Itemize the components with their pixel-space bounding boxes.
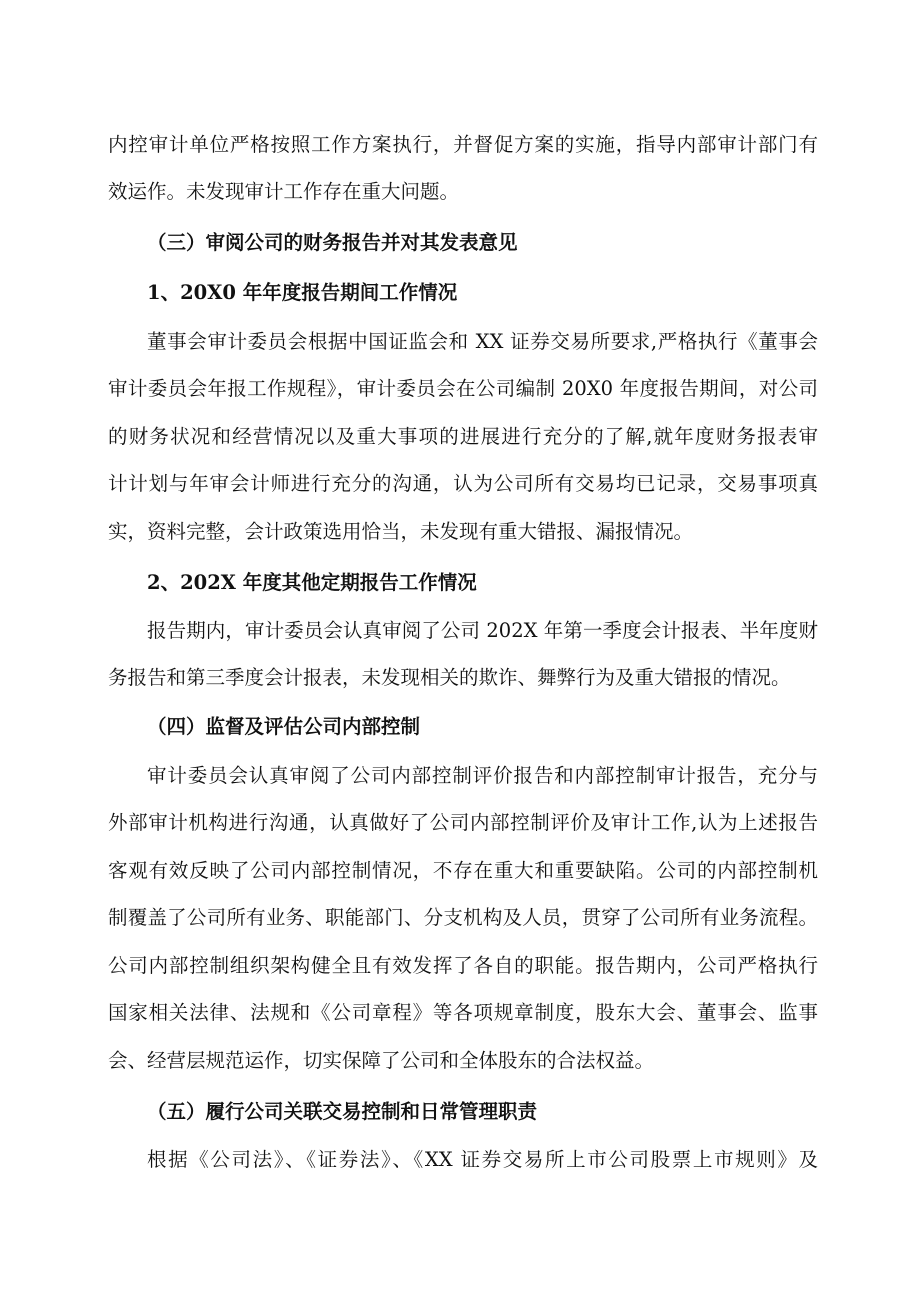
subsection-heading: 1、20X0 年年度报告期间工作情况 — [147, 281, 458, 304]
paragraph-line: 外部审计机构进行沟通，认真做好了公司内部控制评价及审计工作,认为上述报告 — [108, 811, 818, 834]
paragraph-line: 报告期内，审计委员会认真审阅了公司 202X 年第一季度会计报表、半年度财 — [147, 619, 818, 642]
paragraph-line: 董事会审计委员会根据中国证监会和 XX 证券交易所要求,严格执行《董事会 — [147, 330, 818, 353]
paragraph-line: 客观有效反映了公司内部控制情况，不存在重大和重要缺陷。公司的内部控制机 — [108, 859, 818, 882]
paragraph-line: 审计委员会认真审阅了公司内部控制评价报告和内部控制审计报告，充分与 — [147, 764, 818, 787]
paragraph-line: 审计委员会年报工作规程》，审计委员会在公司编制 20X0 年度报告期间，对公司 — [108, 377, 818, 400]
paragraph-line: 公司内部控制组织架构健全且有效发挥了各自的职能。报告期内，公司严格执行 — [108, 954, 818, 977]
paragraph-line: 实，资料完整，会计政策选用恰当，未发现有重大错报、漏报情况。 — [108, 520, 694, 543]
section-heading: （三）审阅公司的财务报告并对其发表意见 — [147, 231, 518, 254]
paragraph-line: 制覆盖了公司所有业务、职能部门、分支机构及人员，贯穿了公司所有业务流程。 — [108, 906, 818, 929]
paragraph-line: 效运作。未发现审计工作存在重大问题。 — [108, 180, 460, 203]
paragraph-line: 国家相关法律、法规和《公司章程》等各项规章制度，股东大会、董事会、监事 — [108, 1001, 818, 1024]
section-heading: （五）履行公司关联交易控制和日常管理职责 — [147, 1100, 538, 1123]
section-heading: （四）监督及评估公司内部控制 — [147, 715, 421, 738]
paragraph-line: 务报告和第三季度会计报表，未发现相关的欺诈、舞弊行为及重大错报的情况。 — [108, 666, 791, 689]
paragraph-line: 会、经营层规范运作，切实保障了公司和全体股东的合法权益。 — [108, 1049, 655, 1072]
paragraph-line: 根据《公司法》、《证券法》、《XX 证券交易所上市公司股票上市规则》及 — [147, 1148, 818, 1171]
paragraph-line: 计计划与年审会计师进行充分的沟通，认为公司所有交易均已记录，交易事项真 — [108, 472, 818, 495]
subsection-heading: 2、202X 年度其他定期报告工作情况 — [147, 571, 477, 594]
paragraph-line: 内控审计单位严格按照工作方案执行，并督促方案的实施，指导内部审计部门有 — [108, 133, 818, 156]
paragraph-line: 的财务状况和经营情况以及重大事项的进展进行充分的了解,就年度财务报表审 — [108, 425, 818, 448]
